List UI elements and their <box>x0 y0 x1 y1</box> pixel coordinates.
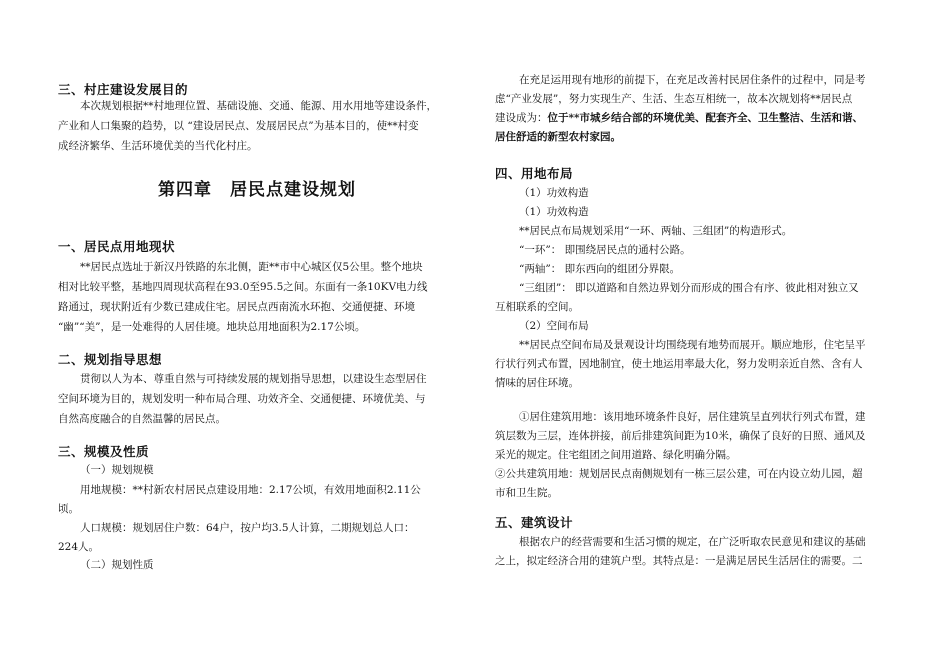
paragraph-line: 筑层数为三层，连体拼接，前后排建筑间距为10米，确保了良好的日照、通风及 <box>495 430 866 442</box>
paragraph-line: “幽”“美”，是一处难得的人居佳境。地块总用地面积为2.17公顷。 <box>58 321 366 333</box>
paragraph-line: 空间环境为目的，规划发明一种布局合理、功效齐全、交通便捷、环境优美、与 <box>58 393 426 405</box>
paragraph-line-mixed <box>495 109 863 127</box>
paragraph-line: 情味的居住环境。 <box>495 377 579 389</box>
paragraph-line: 路通过，现状附近有少数已建成住宅。居民点西南流水环抱、交通便捷、环境 <box>58 301 415 313</box>
paragraph-line: 市和卫生院。 <box>495 487 558 499</box>
section-title-guiding-idea: 二、规划指导思想 <box>58 352 163 367</box>
paragraph-line: ①居住建筑用地：该用地环境条件良好，居住建筑呈直列状行列式布置，建 <box>519 411 866 423</box>
paragraph-line: 在充足运用现有地形的前提下，在充足改善村民居住条件的过程中，同是考 <box>519 74 866 86</box>
list-item: 互相联系的空间。 <box>495 301 579 313</box>
section-title-land-status: 一、居民点用地现状 <box>58 239 176 254</box>
section-title-architecture: 五、建筑设计 <box>495 515 574 530</box>
paragraph-line: 224人。 <box>58 541 100 553</box>
list-item: “一环”： 即围绕居民点的通村公路。 <box>519 244 691 256</box>
paragraph-line: 贯彻以人为本、尊重自然与可持续发展的规划指导思想，以建设生态型居住 <box>80 373 427 385</box>
paragraph-line: 成经济繁华、生活环境优美的当代化村庄。 <box>58 140 258 152</box>
chapter-title: 第四章 居民点建设规划 <box>158 180 356 200</box>
paragraph-line: 虑“产业发展”，努力实现生产、生活、生态互相统一，故本次规划将**居民点 <box>495 93 853 105</box>
list-item: **居民点布局规划采用“一环、两轴、三组团”的构造形式。 <box>519 225 793 237</box>
subsection-title: （二）规划性质 <box>80 559 154 571</box>
paragraph-line: **居民点选址于新汉丹铁路的东北侧，距**市中心城区仅5公里。整个地块 <box>80 261 423 273</box>
section-title-land-layout: 四、用地布局 <box>495 166 574 181</box>
paragraph-line: 行状行列式布置，因地制宜，使土地运用率最大化，努力发明亲近自然、含有人 <box>495 358 863 370</box>
paragraph-text: 建设成为： <box>495 112 548 124</box>
paragraph-line: 顷。 <box>58 503 79 515</box>
list-item: （2）空间布局 <box>519 320 589 332</box>
list-item: “三组团”： 即以道路和自然边界划分而形成的围合有序、彼此相对独立又 <box>519 282 859 294</box>
list-item: （1）功效构造 <box>519 187 589 199</box>
emphasis-text: 居住舒适的新型农村家园。 <box>495 131 621 143</box>
paragraph-line: **居民点空间布局及景观设计均围绕现有地势而展开。顺应地形，住宅呈平 <box>519 339 866 351</box>
paragraph-line: 自然高度融合的自然温馨的居民点。 <box>58 413 226 425</box>
paragraph-line: 用地规模：**村新农村居民点建设用地：2.17公顷，有效用地面积2.11公 <box>80 484 421 496</box>
section-title-scale-nature: 三、规模及性质 <box>58 444 150 459</box>
paragraph-line: 之上，拟定经济合用的建筑户型。其特点是：一是满足居民生活居住的需要。二 <box>495 555 863 567</box>
paragraph-line: 本次规划根据**村地理位置、基础设施、交通、能源、用水用地等建设条件， <box>80 100 437 112</box>
section-title-village-goal: 三、村庄建设发展目的 <box>58 82 189 97</box>
subsection-title: （一）规划规模 <box>80 464 154 476</box>
paragraph-line: 相对比较平整，基地四周现状高程在93.0至95.5之间。东面有一条10KV电力线 <box>58 281 428 293</box>
list-item: （1）功效构造 <box>519 206 589 218</box>
paragraph-line: ②公共建筑用地：规划居民点南侧规划有一栋三层公建，可在内设立幼儿园，超 <box>495 468 863 480</box>
paragraph-line: 根据农户的经营需要和生活习惯的规定，在广泛听取农民意见和建议的基础 <box>519 536 866 548</box>
list-item: “两轴”： 即东西向的组团分界限。 <box>519 263 681 275</box>
paragraph-line: 产业和人口集聚的趋势，以 “建设居民点、发展居民点”为基本目的，使**村变 <box>58 120 419 132</box>
paragraph-line: 人口规模：规划居住户数：64户，按户均3.5人计算，二期规划总人口： <box>80 522 415 534</box>
emphasis-text: 位于**市城乡结合部的环境优美、配套齐全、卫生整洁、生活和谐、 <box>547 112 863 124</box>
paragraph-line: 采光的规定。住宅组团之间用道路、绿化明确分隔。 <box>495 449 737 461</box>
